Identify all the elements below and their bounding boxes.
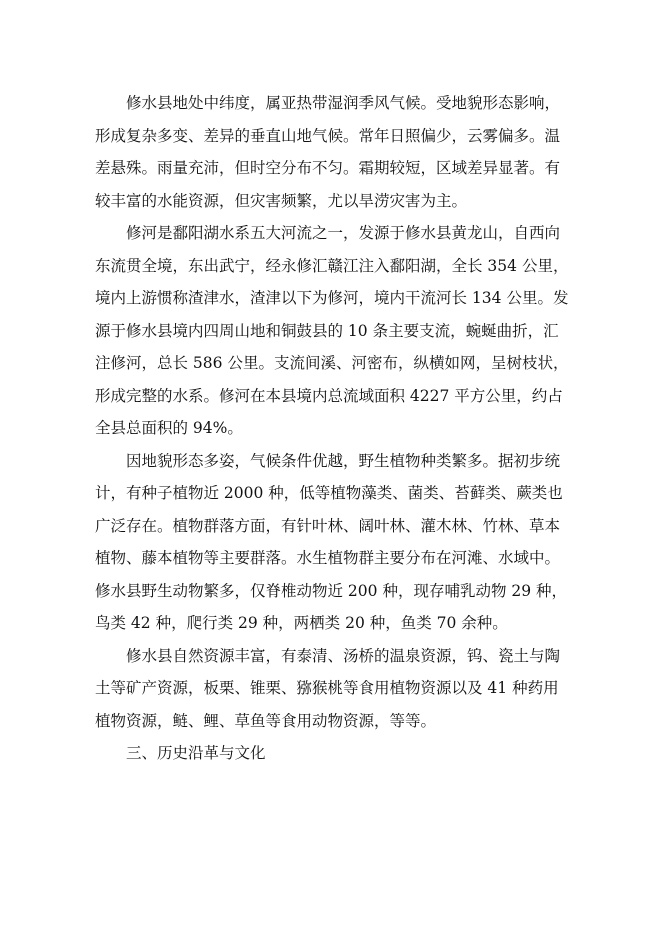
section-heading-text: 三、历史沿革与文化 <box>126 744 266 762</box>
text-line: 修水县地处中纬度，属亚热带湿润季风气候。受地貌形态影响， <box>126 94 561 112</box>
text-line: 植物、藤本植物等主要群落。水生植物群主要分布在河滩、水域中。 <box>95 549 561 567</box>
text-line: 差悬殊。雨量充沛，但时空分布不匀。霜期较短，区域差异显著。有 <box>95 159 561 177</box>
paragraph-river <box>95 217 570 445</box>
paragraph-climate <box>95 87 570 217</box>
text-line: 较丰富的水能资源，但灾害频繁，尤以旱涝灾害为主。 <box>95 191 468 210</box>
text-line: 鸟类 42 种，爬行类 29 种，两栖类 20 种，鱼类 70 余种。 <box>95 614 508 632</box>
text-line: 全县总面积的 94%。 <box>95 419 243 437</box>
paragraph-wildlife <box>95 445 570 640</box>
text-line: 修水县野生动物繁多，仅脊椎动物近 200 种，现存哺乳动物 29 种， <box>95 581 568 600</box>
text-line: 计，有种子植物近 2000 种，低等植物藻类、菌类、苔藓类、蕨类也 <box>95 484 563 502</box>
text-line: 修河是鄱阳湖水系五大河流之一，发源于修水县黄龙山，自西向 <box>126 224 561 242</box>
text-line: 注修河，总长 586 公里。支流间溪、河密布，纵横如网，呈树枝状， <box>95 354 569 372</box>
text-line: 形成复杂多变、差异的垂直山地气候。常年日照偏少，云雾偏多。温 <box>95 126 561 145</box>
paragraph-resources <box>95 640 570 738</box>
text-line: 形成完整的水系。修河在本县境内总流域面积 4227 平方公里，约占 <box>95 386 563 405</box>
section-heading <box>95 737 570 770</box>
text-line: 植物资源，鲢、鲤、草鱼等食用动物资源，等等。 <box>95 711 437 730</box>
text-line: 土等矿产资源，板栗、锥栗、猕猴桃等食用植物资源以及 41 种药用 <box>95 679 559 697</box>
text-line: 广泛存在。植物群落方面，有针叶林、阔叶林、灌木林、竹林、草本 <box>95 516 561 535</box>
text-line: 源于修水县境内四周山地和铜鼓县的 10 条主要支流，蜿蜒曲折，汇 <box>95 321 559 340</box>
text-line: 东流贯全境，东出武宁，经永修汇赣江注入鄱阳湖，全长 354 公里， <box>95 256 569 275</box>
text-line: 境内上游惯称渣津水，渣津以下为修河，境内干流河长 134 公里。发 <box>95 289 569 307</box>
document-body <box>95 87 570 770</box>
text-line: 修水县自然资源丰富，有泰清、汤桥的温泉资源，钨、瓷土与陶 <box>126 646 561 665</box>
text-line: 因地貌形态多姿，气候条件优越，野生植物种类繁多。据初步统 <box>126 451 561 470</box>
